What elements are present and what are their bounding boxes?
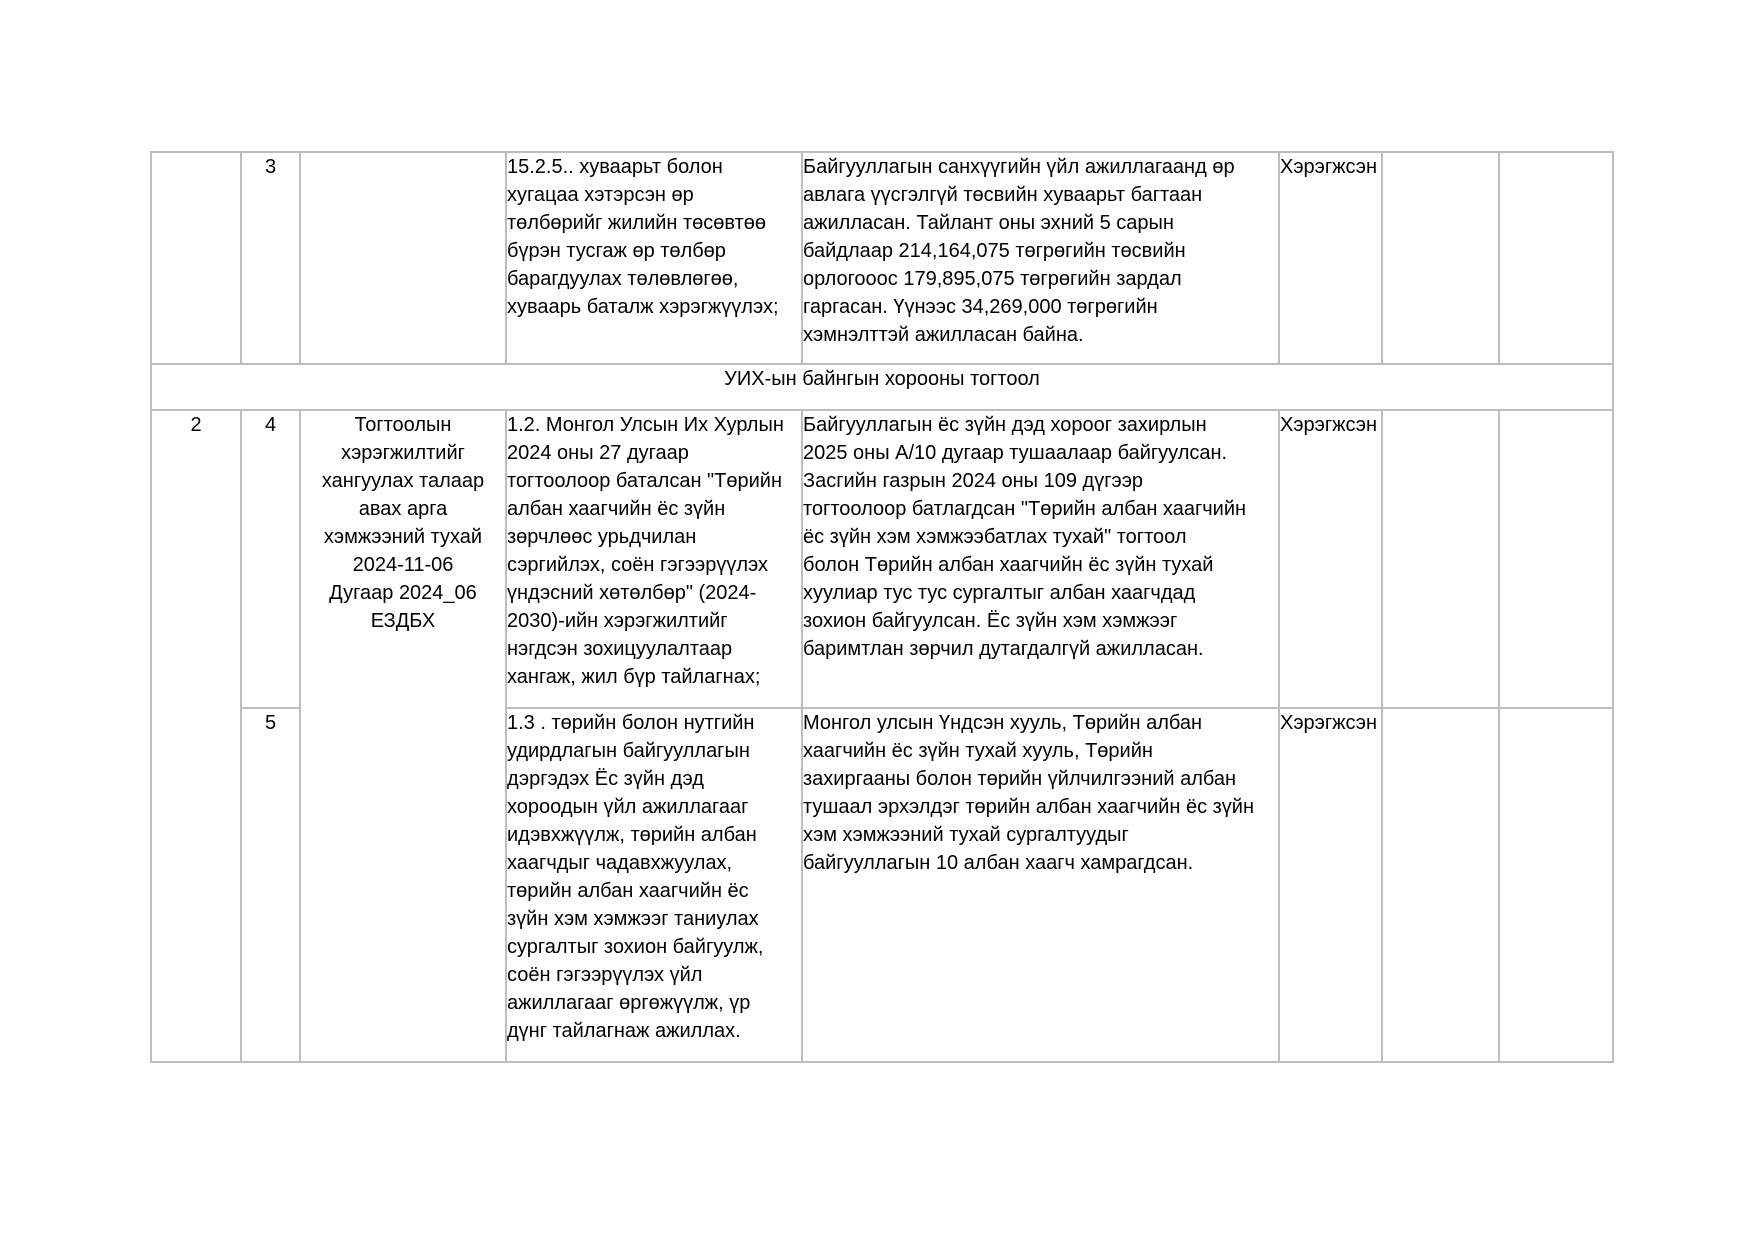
sub-number-cell: 3	[241, 152, 300, 364]
empty-cell	[1382, 410, 1499, 708]
implementation-report-table	[150, 151, 1614, 1063]
status-cell: Хэрэгжсэн	[1279, 708, 1382, 1062]
section-header: УИХ-ын байнгын хорооны тогтоол	[151, 364, 1613, 410]
table-row	[151, 410, 1613, 708]
group-number-cell	[151, 152, 241, 364]
sub-number-cell: 4	[241, 410, 300, 708]
resolution-name-cell	[300, 152, 506, 364]
empty-cell	[1382, 708, 1499, 1062]
empty-cell	[1499, 152, 1613, 364]
report-cell: Байгууллагын санхүүгийн үйл ажиллагаанд өр авлага үүсгэлгүй төсвийн хуваарьт багтаан ажилласан. Тайлант оны эхний 5 сарын байдлаар 214,164,075 төгрөгийн төсвийн орлогооос 179,895,075 төгрөгийн зардал гаргасан. Үүнээс 34,269,000 төгрөгийн хэмнэлттэй ажилласан байна.	[802, 152, 1279, 364]
empty-cell	[1499, 708, 1613, 1062]
report-cell: Байгууллагын ёс зүйн дэд хороог захирлын 2025 оны А/10 дугаар тушаалаар байгуулсан. Засгийн газрын 2024 оны 109 дүгээр тогтоолоор батлагдсан "Төрийн албан хаагчийн ёс зүйн хэм хэмжээбатлах тухай" тогтоол болон Төрийн албан хаагчийн ёс зүйн тухай хуулиар тус тус сургалтыг албан хаагчдад зохион байгуулсан. Ёс зүйн хэм хэмжээг баримтлан зөрчил дутагдалгүй ажилласан.	[802, 410, 1279, 708]
task-cell: 1.3 . төрийн болон нутгийн удирдлагын байгууллагын дэргэдэх Ёс зүйн дэд хороодын үйл ажиллагааг идэвхжүүлж, төрийн албан хаагчдыг чадавхжуулах, төрийн албан хаагчийн ёс зүйн хэм хэмжээг таниулах сургалтыг зохион байгуулж, соён гэгээрүүлэх үйл ажиллагааг өргөжүүлж, үр дүнг тайлагнаж ажиллах.	[506, 708, 802, 1062]
report-cell: Монгол улсын Үндсэн хууль, Төрийн албан хаагчийн ёс зүйн тухай хууль, Төрийн захиргааны болон төрийн үйлчилгээний албан тушаал эрхэлдэг төрийн албан хаагчийн ёс зүйн хэм хэмжээний тухай сургалтуудыг байгууллагын 10 албан хаагч хамрагдсан.	[802, 708, 1279, 1062]
task-cell: 1.2. Монгол Улсын Их Хурлын 2024 оны 27 дугаар тогтоолоор баталсан "Төрийн албан хаагчийн ёс зүйн зөрчлөөс урьдчилан сэргийлэх, соён гэгээрүүлэх үндэсний хөтөлбөр" (2024- 2030)-ийн хэрэгжилтийг нэгдсэн зохицуулалтаар хангаж, жил бүр тайлагнах;	[506, 410, 802, 708]
task-cell: 15.2.5.. хуваарьт болон хугацаа хэтэрсэн өр төлбөрийг жилийн төсөвтөө бүрэн тусгаж өр төлбөр барагдуулах төлөвлөгөө, хуваарь баталж хэрэгжүүлэх;	[506, 152, 802, 364]
status-cell: Хэрэгжсэн	[1279, 152, 1382, 364]
group-number-cell: 2	[151, 410, 241, 1062]
resolution-name-cell: Тогтоолын хэрэгжилтийг хангуулах талаар авах арга хэмжээний тухай 2024-11-06 Дугаар 2024_06 ЕЗДБХ	[300, 410, 506, 1062]
empty-cell	[1382, 152, 1499, 364]
status-cell: Хэрэгжсэн	[1279, 410, 1382, 708]
table-row	[151, 152, 1613, 364]
empty-cell	[1499, 410, 1613, 708]
sub-number-cell: 5	[241, 708, 300, 1062]
section-header-row	[151, 364, 1613, 410]
